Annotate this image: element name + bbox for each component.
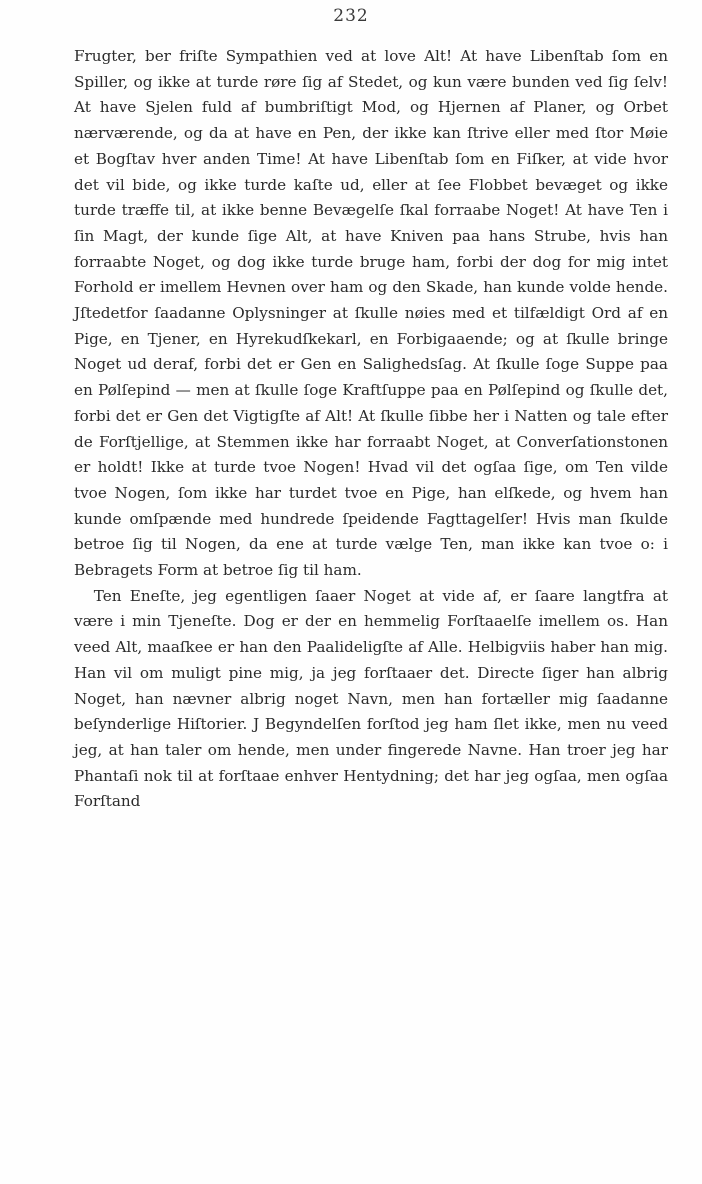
paragraph-1: Frugter, ber friſte Sympathien ved at love Alt! At have Libenſtab ſom en Spiller, og ikke at turde røre ſig af Stedet, og kun være bunden ved ſig ſelv! At have Sjelen fuld af bumbriſtigt Mod, og Hjernen af Planer, og Orbet nærværende, og da at have en Pen, der ikke kan ſtrive eller med ſtor Møie et Bogſtav hver anden Time! At have Libenſtab ſom en Fiſker, at vide hvor det vil bide, og ikke turde kaſte ud, eller at ſee Flobbet bevæget og ikke turde træffe til, at ikke benne Bevægelſe ſkal forraabe Noget! At have Ten i ſin Magt, der kunde ſige Alt, at have Kniven paa hans Strube, hvis han forraabte Noget, og dog ikke turde bruge ham, forbi der dog for mig intet Forhold er imellem Hevnen over ham og den Skade, han kunde volde hende. Jſtedetfor ſaadanne Oplysninger at ſkulle nøies med et tilfældigt Ord af en Pige, en Tjener, en Hyrekudſkekarl, en Forbigaaende; og at ſkulle bringe Noget ud deraf, forbi det er Gen en Salighedsſag. At ſkulle ſoge Suppe paa en Pølſepind — men at ſkulle ſoge Kraftſuppe paa en Pølſepind og ſkulle det, forbi det er Gen det Vigtigſte af Alt! At ſkulle ſibbe her i Natten og tale efter de Forſtjellige, at Stemmen ikke har forraabt Noget, at Converſationstonen er holdt! Ikke at turde tvoe Nogen! Hvad vil det ogſaa ſige, om Ten vilde tvoe Nogen, ſom ikke har turdet tvoe en Pige, han elſkede, og hvem han kunde omſpænde med hundrede ſpeidende Fagttagelſer! Hvis man ſkulde betroe ſig til Nogen, da ene at turde vælge Ten, man ikke kan tvoe o: i Bebragets Form at betroe ſig til ham. bbox=[74, 47, 668, 580]
text-body bbox=[74, 44, 668, 815]
page-number: 232 bbox=[333, 6, 369, 26]
paragraph-2: Ten Eneſte, jeg egentligen ſaaer Noget at vide af, er ſaare langtfra at være i min Tjeneſte. Dog er der en hemmelig Forſtaaelſe imellem os. Han veed Alt, maaſkee er han den Paalideligſte af Alle. Helbigviis haber han mig. Han vil om muligt pine mig, ja jeg forſtaaer det. Directe ſiger han albrig Noget, han nævner albrig noget Navn, men han fortæller mig ſaadanne beſynderlige Hiſtorier. J Begyndelſen forſtod jeg ham ſlet ikke, men nu veed jeg, at han taler om hende, men under fingerede Navne. Han troer jeg har Phantaſi nok til at forſtaae enhver Hentydning; det har jeg ogſaa, men ogſaa Forſtand bbox=[74, 586, 668, 811]
